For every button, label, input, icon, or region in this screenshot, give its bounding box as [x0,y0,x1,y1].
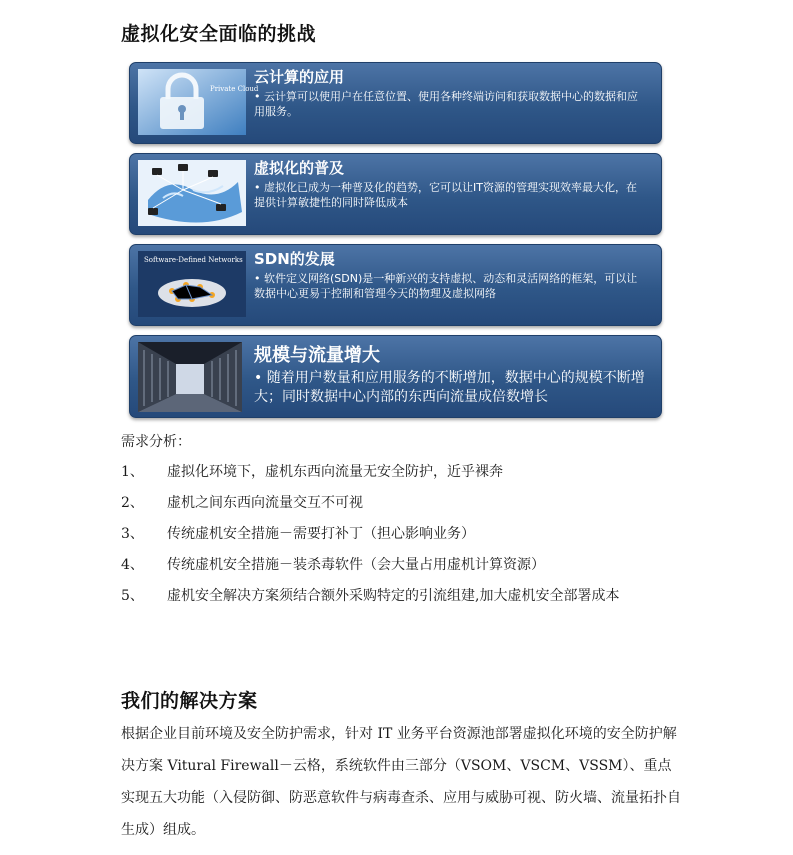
list-item [121,491,681,522]
item-text: 虚机之间东西向流量交互不可视 [167,495,363,511]
sdn-network-image [138,251,246,317]
card-sdn [129,244,662,326]
list-item [121,522,681,553]
requirements-label: 需求分析： [121,434,191,450]
item-number: 5、 [121,588,144,604]
card-cloud [129,62,662,144]
item-number: 3、 [121,526,144,542]
requirements-list [121,460,681,646]
card-scale [129,335,662,418]
datacenter-aisle-image [138,342,242,412]
card-title: 云计算的应用 [254,68,345,86]
section-title-challenges: 虚拟化安全面临的挑战 [121,23,317,45]
item-number: 4、 [121,557,144,573]
private-cloud-label: Private Cloud [210,85,259,93]
item-number: 1、 [121,464,144,480]
item-text: 虚机安全解决方案须结合额外采购特定的引流组建,加大虚机安全部署成本 [167,588,620,604]
cloud-lock-image [138,69,259,135]
item-text: 虚拟化环境下，虚机东西向流量无安全防护，近乎裸奔 [167,464,503,480]
card-desc: • 云计算可以使用户在任意位置、使用各种终端访问和获取数据中心的数据和应用服务。 [254,90,638,118]
card-title: 规模与流量增大 [254,345,380,366]
list-item [121,553,681,584]
sdn-label: Software-Defined Networks [144,256,243,264]
list-item [121,584,681,646]
card-title: SDN的发展 [254,250,335,268]
solution-paragraph: 根据企业目前环境及安全防护需求，针对 IT 业务平台资源池部署虚拟化环境的安全防护解决方案 Vitural Firewall－云格，系统软件由三部分（VSOM、VSCM、VSSM）、重点实现五大功能（入侵防御、防恶意软件与病毒查杀、应用与威胁可视、防火墙、流量拓扑自生成）组成。 [121,726,681,838]
card-desc: • 虚拟化已成为一种普及化的趋势，它可以让IT资源的管理实现效率最大化，在提供计算敏捷性的同时降低成本 [254,181,637,209]
world-map-servers-image [138,160,246,226]
challenge-cards [129,62,662,427]
section-title-solution: 我们的解决方案 [121,690,258,712]
card-virtualization [129,153,662,235]
list-item [121,460,681,491]
item-text: 传统虚机安全措施－需要打补丁（担心影响业务） [167,526,475,542]
card-desc: • 软件定义网络(SDN)是一种新兴的支持虚拟、动态和灵活网络的框架，可以让数据中心更易于控制和管理今天的物理及虚拟网络 [254,272,638,300]
card-title: 虚拟化的普及 [254,159,345,177]
item-text: 传统虚机安全措施－装杀毒软件（会大量占用虚机计算资源） [167,557,545,573]
item-number: 2、 [121,495,144,511]
card-desc: • 随着用户数量和应用服务的不断增加，数据中心的规模不断增大；同时数据中心内部的东西向流量成倍数增长 [254,370,645,405]
